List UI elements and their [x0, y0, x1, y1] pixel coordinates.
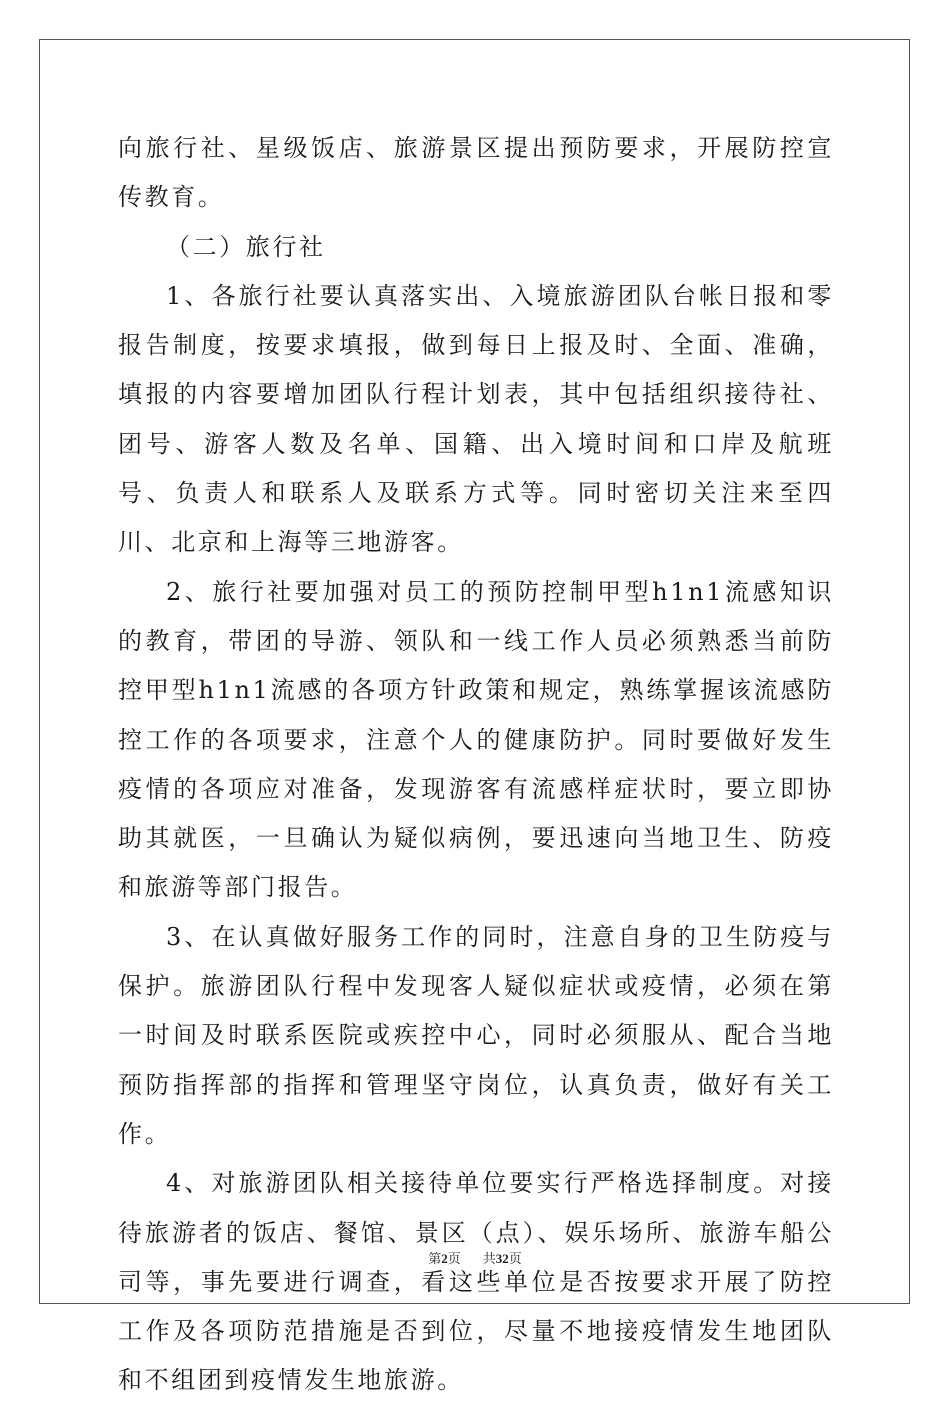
page-prefix: 第 [428, 1252, 442, 1267]
section-heading-travel-agency: （二）旅行社 [166, 232, 326, 261]
page-suffix: 页 [447, 1252, 461, 1267]
paragraph-item-4: 4、对旅游团队相关接待单位要实行严格选择制度。对接待旅游者的饭店、餐馆、景区（点）、娱乐场所、旅游车船公司等，事先要进行调查，看这些单位是否按要求开展了防控工作及各项防范措施是否到位，尽量不地接疫情发生地团队和不组团到疫情发生地旅游。 [118, 1169, 834, 1395]
paragraph-item-3: 3、在认真做好服务工作的同时，注意自身的卫生防疫与保护。旅游团队行程中发现客人疑似症状或疫情，必须在第一时间及时联系医院或疾控中心，同时必须服从、配合当地预防指挥部的指挥和管理坚守岗位，认真负责，做好有关工作。 [118, 922, 834, 1148]
paragraph-continuation: 向旅行社、星级饭店、旅游景区提出预防要求，开展防控宣传教育。 [118, 134, 834, 212]
total-suffix: 页 [508, 1252, 522, 1267]
paragraph-item-2: 2、旅行社要加强对员工的预防控制甲型h1n1流感知识的教育，带团的导游、领队和一线工作人员必须熟悉当前防控甲型h1n1流感的各项方针政策和规定，熟练掌握该流感防控工作的各项要求，注意个人的健康防护。同时要做好发生疫情的各项应对准备，发现游客有流感样症状时，要立即协助其就医，一旦确认为疑似病例，要迅速向当地卫生、防疫和旅游等部门报告。 [118, 577, 834, 902]
current-page-number: 2 [441, 1251, 448, 1266]
document-body [118, 124, 834, 1406]
paragraph-item-1: 1、各旅行社要认真落实出、入境旅游团队台帐日报和零报告制度，按要求填报，做到每日上报及时、全面、准确，填报的内容要增加团队行程计划表，其中包括组织接待社、团号、游客人数及名单、国籍、出入境时间和口岸及航班号、负责人和联系人及联系方式等。同时密切关注来至四川、北京和上海等三地游客。 [118, 281, 834, 557]
page-footer [0, 1248, 950, 1267]
total-page-count: 32 [495, 1251, 509, 1266]
total-prefix: 共 [482, 1252, 496, 1267]
